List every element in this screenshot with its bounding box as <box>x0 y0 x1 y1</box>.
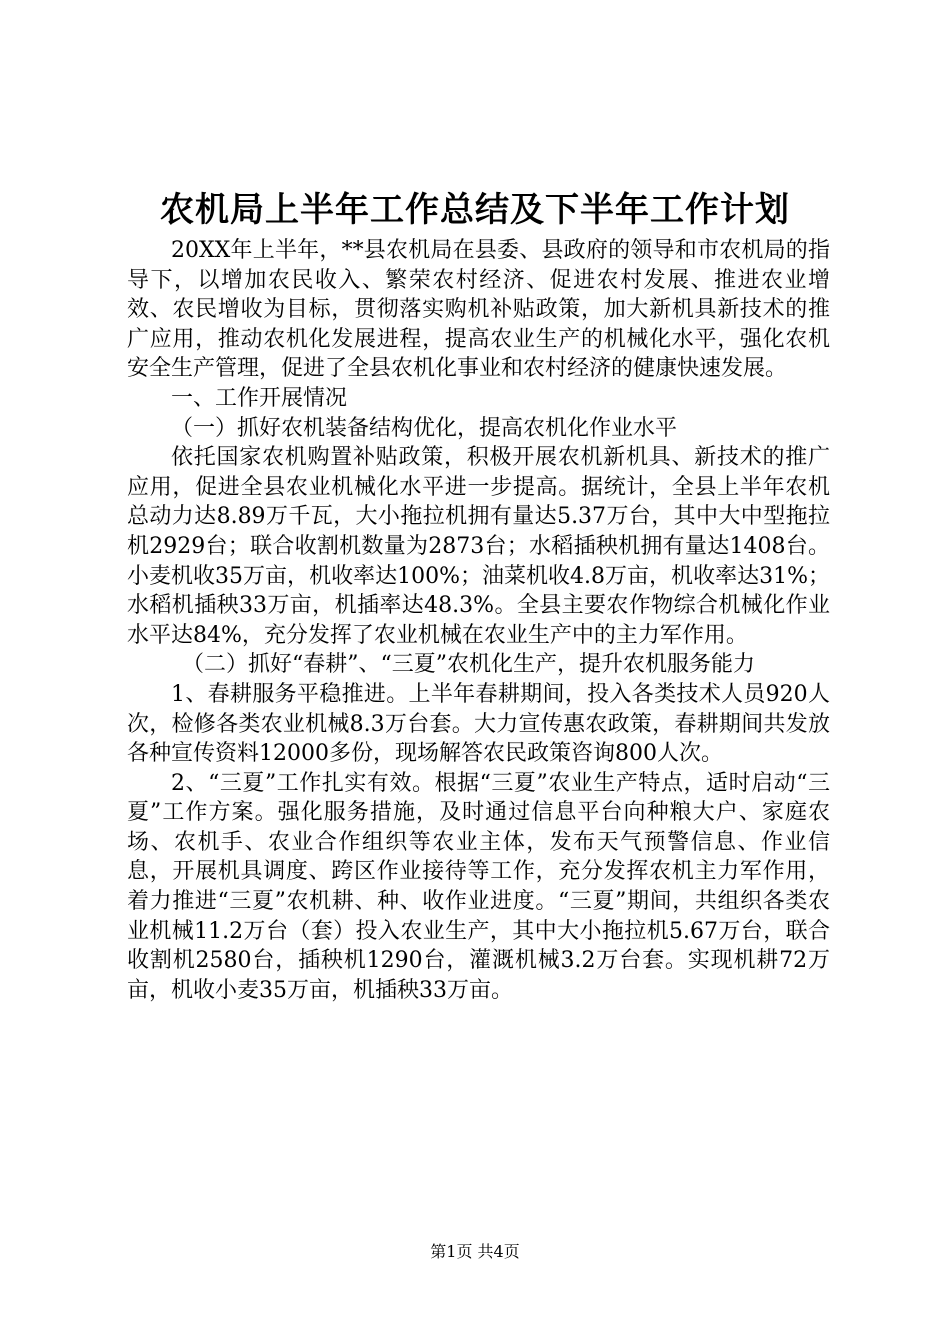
body-paragraph: 依托国家农机购置补贴政策，积极开展农机新机具、新技术的推广应用，促进全县农业机械化水平进一步提高。据统计，全县上半年农机总动力达8.89万千瓦，大小拖拉机拥有量达5.37万台，其中大中型拖拉机2929台；联合收割机数量为2873台；水稻插秧机拥有量达1408台。小麦机收35万亩，机收率达100%；油菜机收4.8万亩，机收率达31%；水稻机插秧33万亩，机插率达48.3%。全县主要农作物综合机械化作业水平达84%，充分发挥了农业机械在农业生产中的主力军作用。 <box>127 445 830 648</box>
body-paragraph: 2、“三夏”工作扎实有效。根据“三夏”农业生产特点，适时启动“三夏”工作方案。强化服务措施，及时通过信息平台向种粮大户、家庭农场、农机手、农业合作组织等农业主体，发布天气预警信息、作业信息，开展机具调度、跨区作业接待等工作，充分发挥农机主力军作用，着力推进“三夏”农机耕、种、收作业进度。“三夏”期间，共组织各类农业机械11.2万台（套）投入农业生产，其中大小拖拉机5.67万台，联合收割机2580台，插秧机1290台，灌溉机械3.2万台套。实现机耕72万亩，机收小麦35万亩，机插秧33万亩。 <box>127 770 831 1003</box>
section-heading-1: 一、工作开展情况 <box>171 385 348 411</box>
subsection-heading-1: （一）抓好农机装备结构优化，提高农机化作业水平 <box>171 415 678 441</box>
page-number-footer: 第1页 共4页 <box>430 1242 520 1261</box>
body-paragraph: 1、春耕服务平稳推进。上半年春耕期间，投入各类技术人员920人次，检修各类农业机械8.3万台套。大力宣传惠农政策，春耕期间共发放各种宣传资料12000多份，现场解答农民政策咨询800人次。 <box>127 681 830 767</box>
document-title: 农机局上半年工作总结及下半年工作计划 <box>160 190 790 230</box>
document-body <box>127 236 830 1005</box>
subsection-heading-2: （二）抓好“春耕”、“三夏”农机化生产，提升农机服务能力 <box>182 652 755 678</box>
intro-paragraph: 20XX年上半年，**县农机局在县委、县政府的领导和市农机局的指导下，以增加农民收入、繁荣农村经济、促进农村发展、推进农业增效、农民增收为目标，贯彻落实购机补贴政策，加大新机具新技术的推广应用，推动农机化发展进程，提高农业生产的机械化水平，强化农机安全生产管理，促进了全县农机化事业和农村经济的健康快速发展。 <box>127 238 830 382</box>
